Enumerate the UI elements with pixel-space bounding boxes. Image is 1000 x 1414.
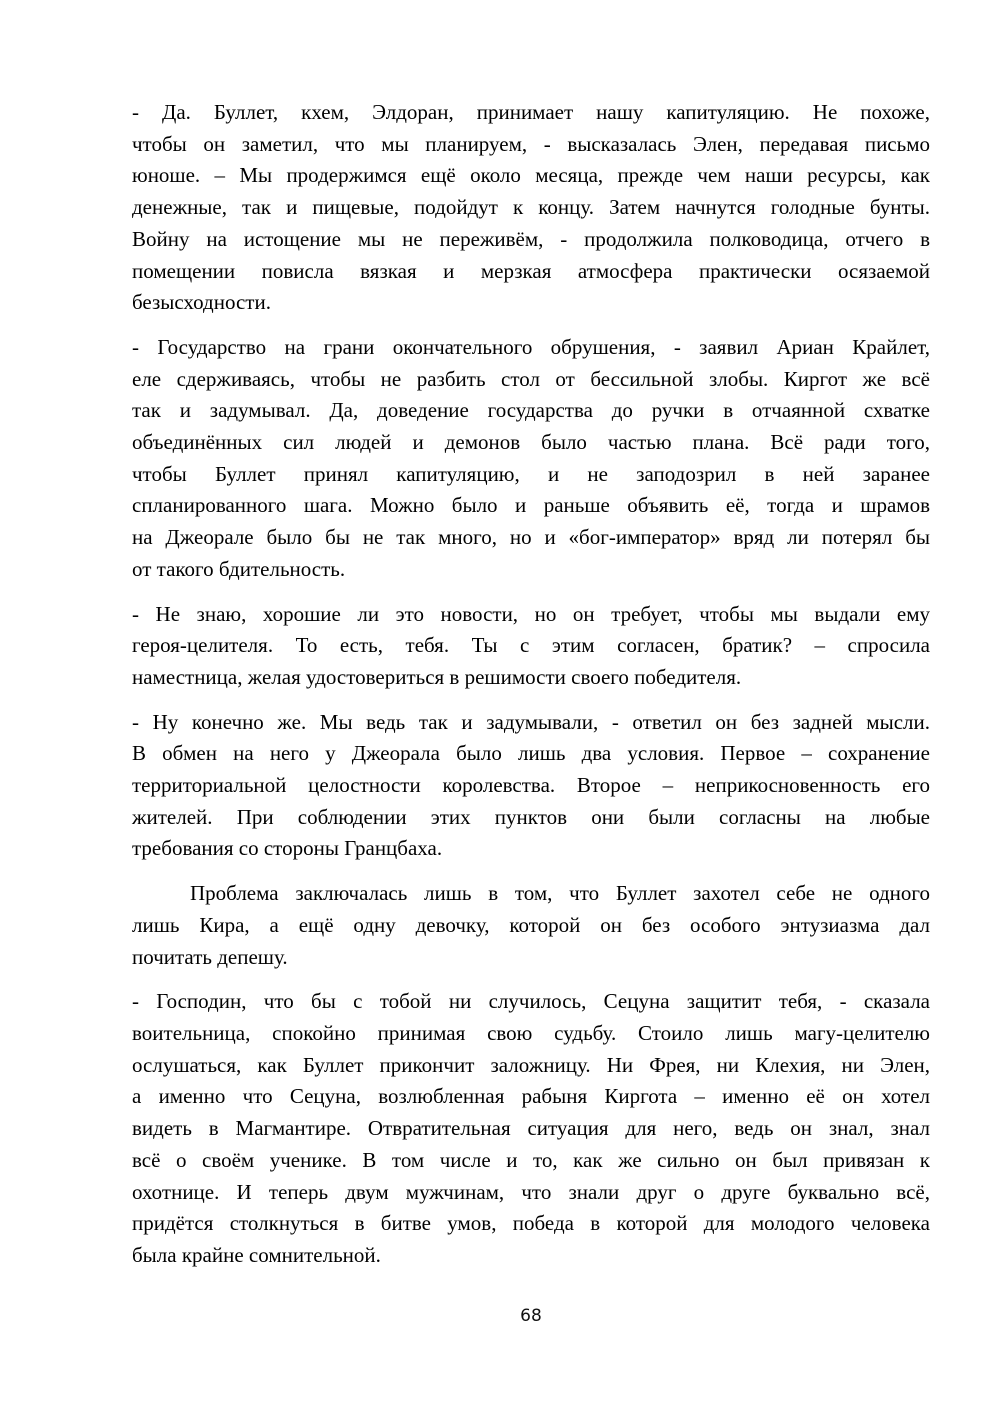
text-line: видеть в Магмантире. Отвратительная ситуация для него, ведь он знал, знал bbox=[132, 1116, 930, 1141]
text-line: а именно что Сецуна, возлюбленная рабыня Киргота – именно её он хотел bbox=[132, 1084, 930, 1109]
text-line: так и задумывал. Да, доведение государства до ручки в отчаянной схватке bbox=[132, 398, 930, 423]
text-line: была крайне сомнительной. bbox=[132, 1242, 381, 1267]
page-footer bbox=[132, 1306, 930, 1326]
text-line: спланированного шага. Можно было и раньше объявить её, тогда и шрамов bbox=[132, 493, 930, 518]
text-line: - Не знаю, хорошие ли это новости, но он требует, чтобы мы выдали ему bbox=[132, 601, 930, 626]
text-line: лишь Кира, а ещё одну девочку, которой он без особого энтузиазма дал bbox=[132, 912, 930, 937]
page-number: 68 bbox=[520, 1306, 542, 1326]
text-line: В обмен на него у Джеорала было лишь два условия. Первое – сохранение bbox=[132, 741, 930, 766]
text-content bbox=[132, 97, 930, 1285]
text-line: героя-целителя. То есть, тебя. Ты с этим согласен, братик? – спросила bbox=[132, 633, 930, 658]
text-line: безысходности. bbox=[132, 290, 271, 315]
text-line: - Ну конечно же. Мы ведь так и задумывали, - ответил он без задней мысли. bbox=[132, 709, 930, 734]
text-line: денежные, так и пищевые, подойдут к концу. Затем начнутся голодные бунты. bbox=[132, 195, 930, 220]
text-line: чтобы Буллет принял капитуляцию, и не заподозрил в ней заранее bbox=[132, 461, 930, 486]
text-line: на Джеорале было бы не так много, но и «бог-император» вряд ли потерял бы bbox=[132, 525, 930, 550]
text-line: территориальной целостности королевства. Второе – неприкосновенность его bbox=[132, 773, 930, 798]
text-line: - Государство на грани окончательного обрушения, - заявил Ариан Крайлет, bbox=[132, 334, 930, 359]
text-line: помещении повисла вязкая и мерзкая атмосфера практически осязаемой bbox=[132, 258, 930, 283]
paragraph-2 bbox=[132, 332, 930, 586]
paragraph-4 bbox=[132, 707, 930, 866]
text-line: - Да. Буллет, кхем, Элдоран, принимает нашу капитуляцию. Не похоже, bbox=[132, 100, 930, 124]
text-line: Проблема заключалась лишь в том, что Буллет захотел себе не одного bbox=[190, 881, 930, 906]
text-line: еле сдерживаясь, чтобы не разбить стол от бессильной злобы. Киргот же всё bbox=[132, 366, 930, 391]
text-line: охотнице. И теперь двум мужчинам, что знали друг о друге буквально всё, bbox=[132, 1179, 930, 1204]
text-line: чтобы он заметил, что мы планируем, - высказалась Элен, передавая письмо bbox=[132, 131, 930, 156]
text-line: почитать депешу. bbox=[132, 944, 288, 969]
text-line: всё о своём ученике. В том числе и то, как же сильно он был привязан к bbox=[132, 1147, 930, 1172]
text-line: придётся столкнуться в битве умов, победа в которой для молодого человека bbox=[132, 1211, 930, 1236]
text-line: наместница, желая удостовериться в решимости своего победителя. bbox=[132, 664, 742, 689]
text-line: воительница, спокойно принимая свою судьбу. Стоило лишь магу-целителю bbox=[132, 1020, 930, 1045]
text-line: объединённых сил людей и демонов было частью плана. Всё ради того, bbox=[132, 430, 930, 455]
text-line: от такого бдительность. bbox=[132, 556, 346, 581]
text-line: Войну на истощение мы не переживём, - продолжила полководица, отчего в bbox=[132, 226, 930, 251]
paragraph-5 bbox=[132, 878, 930, 973]
paragraph-3 bbox=[132, 599, 930, 694]
text-line: юноше. – Мы продержимся ещё около месяца, прежде чем наши ресурсы, как bbox=[132, 163, 930, 188]
text-line: - Господин, что бы с тобой ни случилось, Сецуна защитит тебя, - сказала bbox=[132, 989, 930, 1014]
paragraph-6 bbox=[132, 986, 930, 1271]
text-line: требования со стороны Гранцбаха. bbox=[132, 836, 443, 861]
text-line: ослушаться, как Буллет прикончит заложницу. Ни Фрея, ни Клехия, ни Элен, bbox=[132, 1052, 930, 1077]
paragraph-1 bbox=[132, 97, 930, 319]
text-line: жителей. При соблюдении этих пунктов они были согласны на любые bbox=[132, 804, 930, 829]
